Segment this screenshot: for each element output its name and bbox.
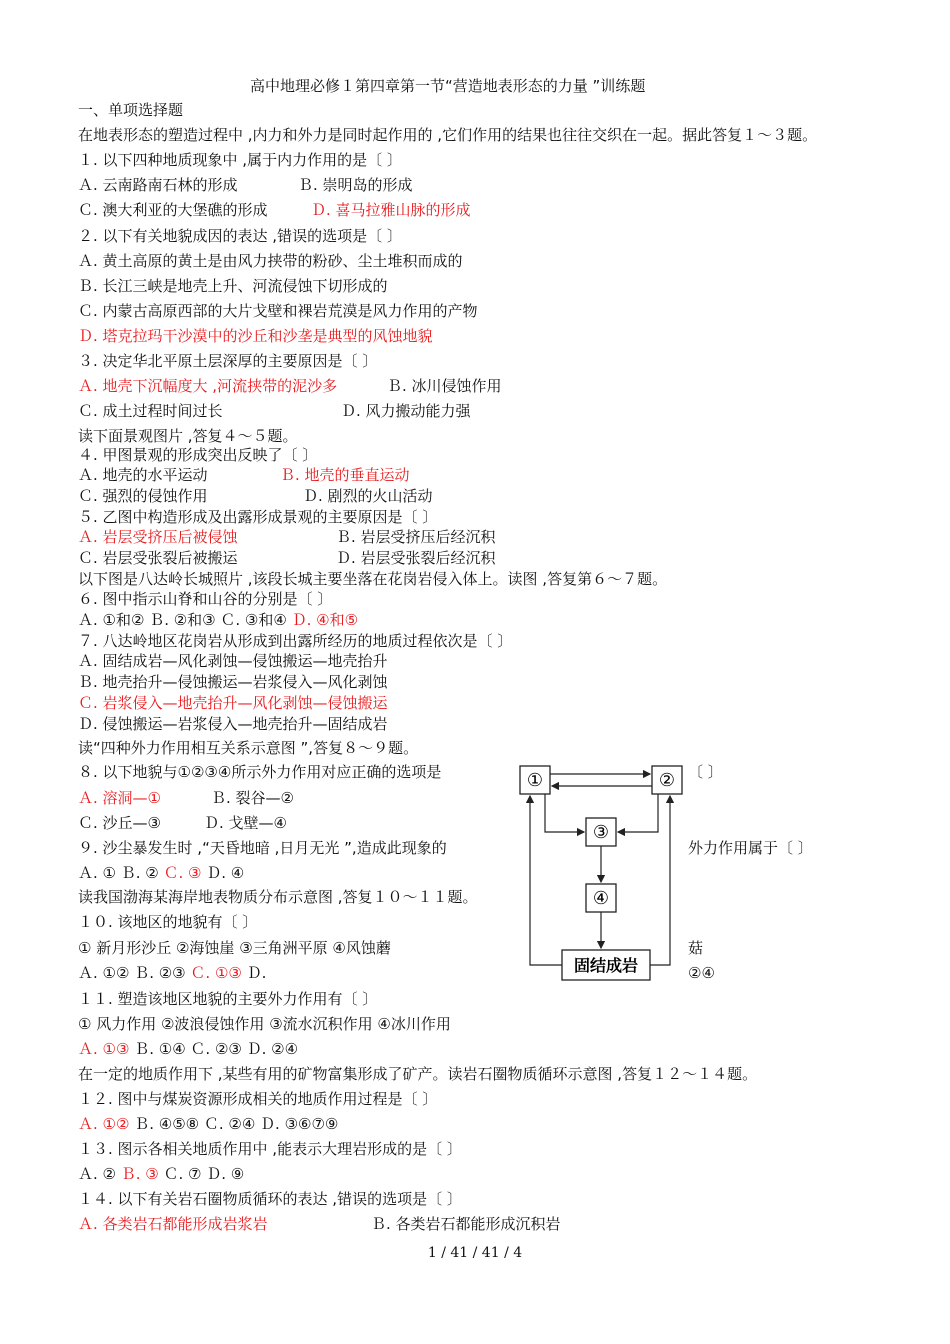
answer-text: Ｃ. ①③ bbox=[190, 964, 242, 982]
body-line bbox=[78, 863, 244, 883]
option-text: Ａ. 地壳下沉幅度大 ,河流挟带的泥沙多 bbox=[78, 377, 338, 395]
option-text: Ｃ. 成土过程时间过长 bbox=[78, 402, 223, 420]
line-text: ２. 以下有关地貌成因的表达 ,错误的选项是〔 〕 bbox=[78, 227, 402, 245]
option-text: Ｃ. 澳大利亚的大堡礁的形成 bbox=[78, 201, 268, 219]
body-line bbox=[78, 1014, 451, 1034]
answer-text: Ａ. ①③ bbox=[78, 1040, 130, 1058]
option-text: Ｂ. 裂谷—② bbox=[211, 789, 294, 807]
line-text: Ｃ. 内蒙古高原西部的大片戈壁和裸岩荒漠是风力作用的产物 bbox=[78, 302, 478, 320]
section-heading: 一、单项选择题 bbox=[78, 101, 184, 119]
line-text: ７. 八达岭地区花岗岩从形成到出露所经历的地质过程依次是〔 〕 bbox=[78, 632, 513, 650]
body-line bbox=[78, 989, 377, 1009]
body-line bbox=[78, 963, 266, 983]
option-text: Ｄ. 戈壁—④ bbox=[204, 814, 287, 832]
node-4-label: ④ bbox=[592, 888, 610, 909]
line-text: １２. 图中与煤炭资源形成相关的地质作用过程是〔 〕 bbox=[78, 1090, 438, 1108]
line-text: ４. 甲图景观的形成突出反映了〔 〕 bbox=[78, 446, 318, 464]
body-line bbox=[78, 589, 332, 609]
body-line bbox=[78, 1064, 757, 1084]
body-line bbox=[78, 714, 388, 734]
line-text: Ｄ. ④ bbox=[201, 864, 245, 882]
line-text: 读“四种外力作用相互关系示意图 ”,答复８～９题。 bbox=[78, 739, 419, 757]
option-text: Ａ. 溶洞—① bbox=[78, 789, 161, 807]
answer-text: Ｄ. ④和⑤ bbox=[291, 611, 359, 629]
line-text: Ｂ. ①④ Ｃ. ②③ Ｄ. ②④ bbox=[129, 1040, 299, 1058]
line-text: Ｃ. 岩浆侵入—地壳抬升—风化剥蚀—侵蚀搬运 bbox=[78, 694, 388, 712]
body-line bbox=[78, 301, 478, 321]
body-line bbox=[78, 610, 358, 630]
body-line bbox=[78, 426, 298, 446]
line-text: Ａ. ① Ｂ. ② bbox=[78, 864, 164, 882]
line-text: ① 新月形沙丘 ②海蚀崖 ③三角洲平原 ④风蚀蘑 bbox=[78, 939, 391, 957]
doc-title: 高中地理必修１第四章第一节“营造地表形态的力量 ”训练题 bbox=[250, 77, 646, 95]
body-line bbox=[78, 762, 441, 782]
line-text: Ｃ. ⑦ Ｄ. ⑨ bbox=[158, 1165, 245, 1183]
line-text: １. 以下四种地质现象中 ,属于内力作用的是〔 〕 bbox=[78, 151, 402, 169]
line-text: 在地表形态的塑造过程中 ,内力和外力是同时起作用的 ,它们作用的结果也往往交织在一起。据此答复１～３题。 bbox=[78, 126, 818, 144]
option-text: Ｂ. 各类岩石都能形成沉积岩 bbox=[371, 1215, 561, 1233]
option-text: Ａ. 地壳的水平运动 bbox=[78, 466, 208, 484]
option-text: Ｃ. 强烈的侵蚀作用 bbox=[78, 487, 208, 505]
line-text: １０. 该地区的地貌有〔 〕 bbox=[78, 913, 258, 931]
option-text: Ａ. 各类岩石都能形成岩浆岩 bbox=[78, 1215, 268, 1233]
body-line bbox=[78, 738, 418, 758]
q8-paren: 〔 〕 bbox=[688, 763, 723, 781]
line-text: Ａ. ② bbox=[78, 1165, 121, 1183]
body-line bbox=[78, 251, 463, 271]
line-text: Ｄ. 侵蚀搬运—岩浆侵入—地壳抬升—固结成岩 bbox=[78, 715, 388, 733]
arrow-2-to-3 bbox=[618, 794, 658, 832]
body-line bbox=[78, 351, 377, 371]
line-text: 在一定的地质作用下 ,某些有用的矿物富集形成了矿产。读岩石圈物质循环示意图 ,答复１２～１４题。 bbox=[78, 1065, 758, 1083]
line-text: ① 风力作用 ②波浪侵蚀作用 ③流水沉积作用 ④冰川作用 bbox=[78, 1015, 451, 1033]
option-text: Ｂ. 崇明岛的形成 bbox=[298, 176, 413, 194]
line-text: Ａ. ①② Ｂ. ②③ bbox=[78, 964, 191, 982]
body-line bbox=[78, 276, 388, 296]
body-line bbox=[78, 1089, 437, 1109]
line-text: ８. 以下地貌与①②③④所示外力作用对应正确的选项是 bbox=[78, 763, 442, 781]
body-line bbox=[78, 672, 388, 692]
body-line bbox=[78, 226, 402, 246]
answer-text: Ｂ. ③ bbox=[120, 1165, 159, 1183]
line-text: １４. 以下有关岩石圈物质循环的表达 ,错误的选项是〔 〕 bbox=[78, 1190, 462, 1208]
body-line bbox=[78, 1189, 462, 1209]
body-line bbox=[78, 651, 388, 671]
line-text: ３. 决定华北平原土层深厚的主要原因是〔 〕 bbox=[78, 352, 378, 370]
q9-text: 外力作用属于〔 〕 bbox=[688, 839, 813, 857]
body-line bbox=[78, 693, 388, 713]
option-text: Ａ. 云南路南石林的形成 bbox=[78, 176, 238, 194]
body-line bbox=[78, 326, 433, 346]
body-line bbox=[78, 445, 317, 465]
option-text: Ｂ. 冰川侵蚀作用 bbox=[387, 377, 502, 395]
body-line bbox=[78, 631, 512, 651]
option-text: Ｄ. 岩层受张裂后经沉积 bbox=[336, 549, 496, 567]
body-line bbox=[78, 938, 391, 958]
body-line bbox=[78, 125, 817, 145]
base-label: 固结成岩 bbox=[573, 956, 639, 975]
option-text: Ｄ. 喜马拉雅山脉的形成 bbox=[311, 201, 471, 219]
line-text: 读我国渤海某海岸地表物质分布示意图 ,答复１０～１１题。 bbox=[78, 888, 478, 906]
line-text: 以下图是八达岭长城照片 ,该段长城主要坐落在花岗岩侵入体上。读图 ,答复第６～７题。 bbox=[78, 570, 668, 588]
line-text: Ａ. 固结成岩—风化剥蚀—侵蚀搬运—地壳抬升 bbox=[78, 652, 388, 670]
line-text: Ａ. 黄土高原的黄土是由风力挟带的粉砂、尘土堆积而成的 bbox=[78, 252, 463, 270]
line-text: ６. 图中指示山脊和山谷的分别是〔 〕 bbox=[78, 590, 333, 608]
body-line bbox=[78, 1139, 462, 1159]
external-forces-diagram bbox=[510, 760, 690, 985]
line-text: ９. 沙尘暴发生时 ,“天昏地暗 ,日月无光 ”,造成此现象的 bbox=[78, 839, 447, 857]
body-line bbox=[78, 1039, 298, 1059]
line-text: 读下面景观图片 ,答复４～５题。 bbox=[78, 427, 298, 445]
node-1-label: ① bbox=[526, 770, 544, 791]
option-text: Ｄ. 剧烈的火山活动 bbox=[303, 487, 433, 505]
line-text: １１. 塑造该地区地貌的主要外力作用有〔 〕 bbox=[78, 990, 378, 1008]
body-line bbox=[78, 1114, 338, 1134]
option-text: Ｂ. 岩层受挤压后经沉积 bbox=[336, 528, 496, 546]
option-text: Ｄ. 风力搬动能力强 bbox=[341, 402, 471, 420]
node-3-label: ③ bbox=[592, 822, 610, 843]
line-text: １３. 图示各相关地质作用中 ,能表示大理岩形成的是〔 〕 bbox=[78, 1140, 462, 1158]
option-text: Ａ. 岩层受挤压后被侵蚀 bbox=[78, 528, 238, 546]
line-text: Ｂ. 地壳抬升—侵蚀搬运—岩浆侵入—风化剥蚀 bbox=[78, 673, 388, 691]
line-text: Ａ. ①和② Ｂ. ②和③ Ｃ. ③和④ bbox=[78, 611, 292, 629]
page-footer: 1 / 41 / 41 / 4 bbox=[427, 1245, 523, 1261]
body-line bbox=[78, 887, 478, 907]
body-line bbox=[78, 507, 437, 527]
q10-tail: 菇 bbox=[688, 939, 704, 957]
line-text: Ｄ. bbox=[241, 964, 267, 982]
line-text: Ｂ. 长江三峡是地壳上升、河流侵蚀下切形成的 bbox=[78, 277, 388, 295]
node-2-label: ② bbox=[658, 770, 676, 791]
arrow-base-to-2 bbox=[650, 796, 670, 965]
line-text: ５. 乙图中构造形成及出露形成景观的主要原因是〔 〕 bbox=[78, 508, 438, 526]
answer-text: Ａ. ①② bbox=[78, 1115, 130, 1133]
body-line bbox=[78, 150, 402, 170]
body-line bbox=[78, 1164, 244, 1184]
body-line bbox=[78, 569, 667, 589]
body-line bbox=[78, 838, 447, 858]
arrow-base-to-1 bbox=[530, 796, 562, 965]
line-text: Ｂ. ④⑤⑧ Ｃ. ②④ Ｄ. ③⑥⑦⑨ bbox=[129, 1115, 339, 1133]
line-text: Ｄ. 塔克拉玛干沙漠中的沙丘和沙垄是典型的风蚀地貌 bbox=[78, 327, 433, 345]
q10-option-d: ②④ bbox=[688, 964, 715, 982]
option-text: Ｃ. 岩层受张裂后被搬运 bbox=[78, 549, 238, 567]
answer-text: Ｃ. ③ bbox=[163, 864, 202, 882]
option-text: Ｃ. 沙丘—③ bbox=[78, 814, 161, 832]
option-text: Ｂ. 地壳的垂直运动 bbox=[280, 466, 410, 484]
body-line bbox=[78, 912, 257, 932]
arrow-1-to-3 bbox=[545, 794, 584, 832]
